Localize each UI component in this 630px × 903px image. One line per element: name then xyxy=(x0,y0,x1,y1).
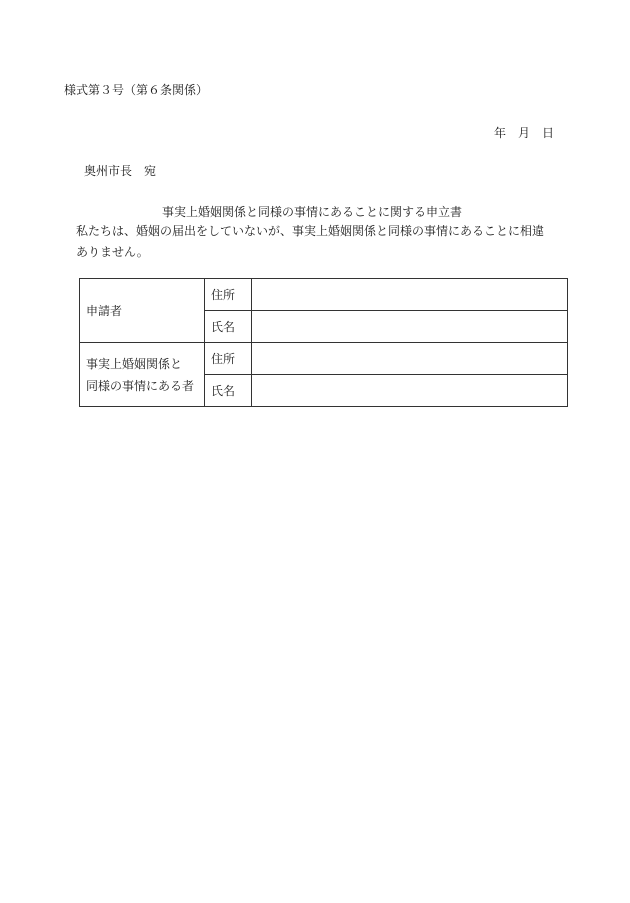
address-label: 住所 xyxy=(205,279,252,311)
form-number: 様式第３号（第６条関係） xyxy=(64,83,209,97)
table-row xyxy=(80,279,568,311)
group-label-line: 申請者 xyxy=(86,303,123,318)
group-label-line: 事実上婚姻関係と xyxy=(86,356,183,371)
declaration-text xyxy=(64,221,570,263)
group-label-line: 同様の事情にある者 xyxy=(86,378,195,393)
partner-name-field[interactable] xyxy=(252,375,568,407)
name-label: 氏名 xyxy=(205,311,252,343)
applicant-address-field[interactable] xyxy=(252,279,568,311)
address-label: 住所 xyxy=(205,343,252,375)
partner-address-field[interactable] xyxy=(252,343,568,375)
name-label: 氏名 xyxy=(205,375,252,407)
applicant-name-field[interactable] xyxy=(252,311,568,343)
addressee: 奥州市長 宛 xyxy=(84,164,157,178)
declaration-line-2: ありません。 xyxy=(76,245,149,259)
date-line: 年 月 日 xyxy=(494,126,555,140)
applicant-group-label xyxy=(80,279,205,343)
partner-group-label xyxy=(80,343,205,407)
table-row xyxy=(80,343,568,375)
declaration-line-1: 私たちは、婚姻の届出をしていないが、事実上婚姻関係と同様の事情にあることに相違 xyxy=(76,224,545,238)
document-title: 事実上婚姻関係と同様の事情にあることに関する申立書 xyxy=(162,205,463,219)
applicant-table xyxy=(79,278,568,407)
